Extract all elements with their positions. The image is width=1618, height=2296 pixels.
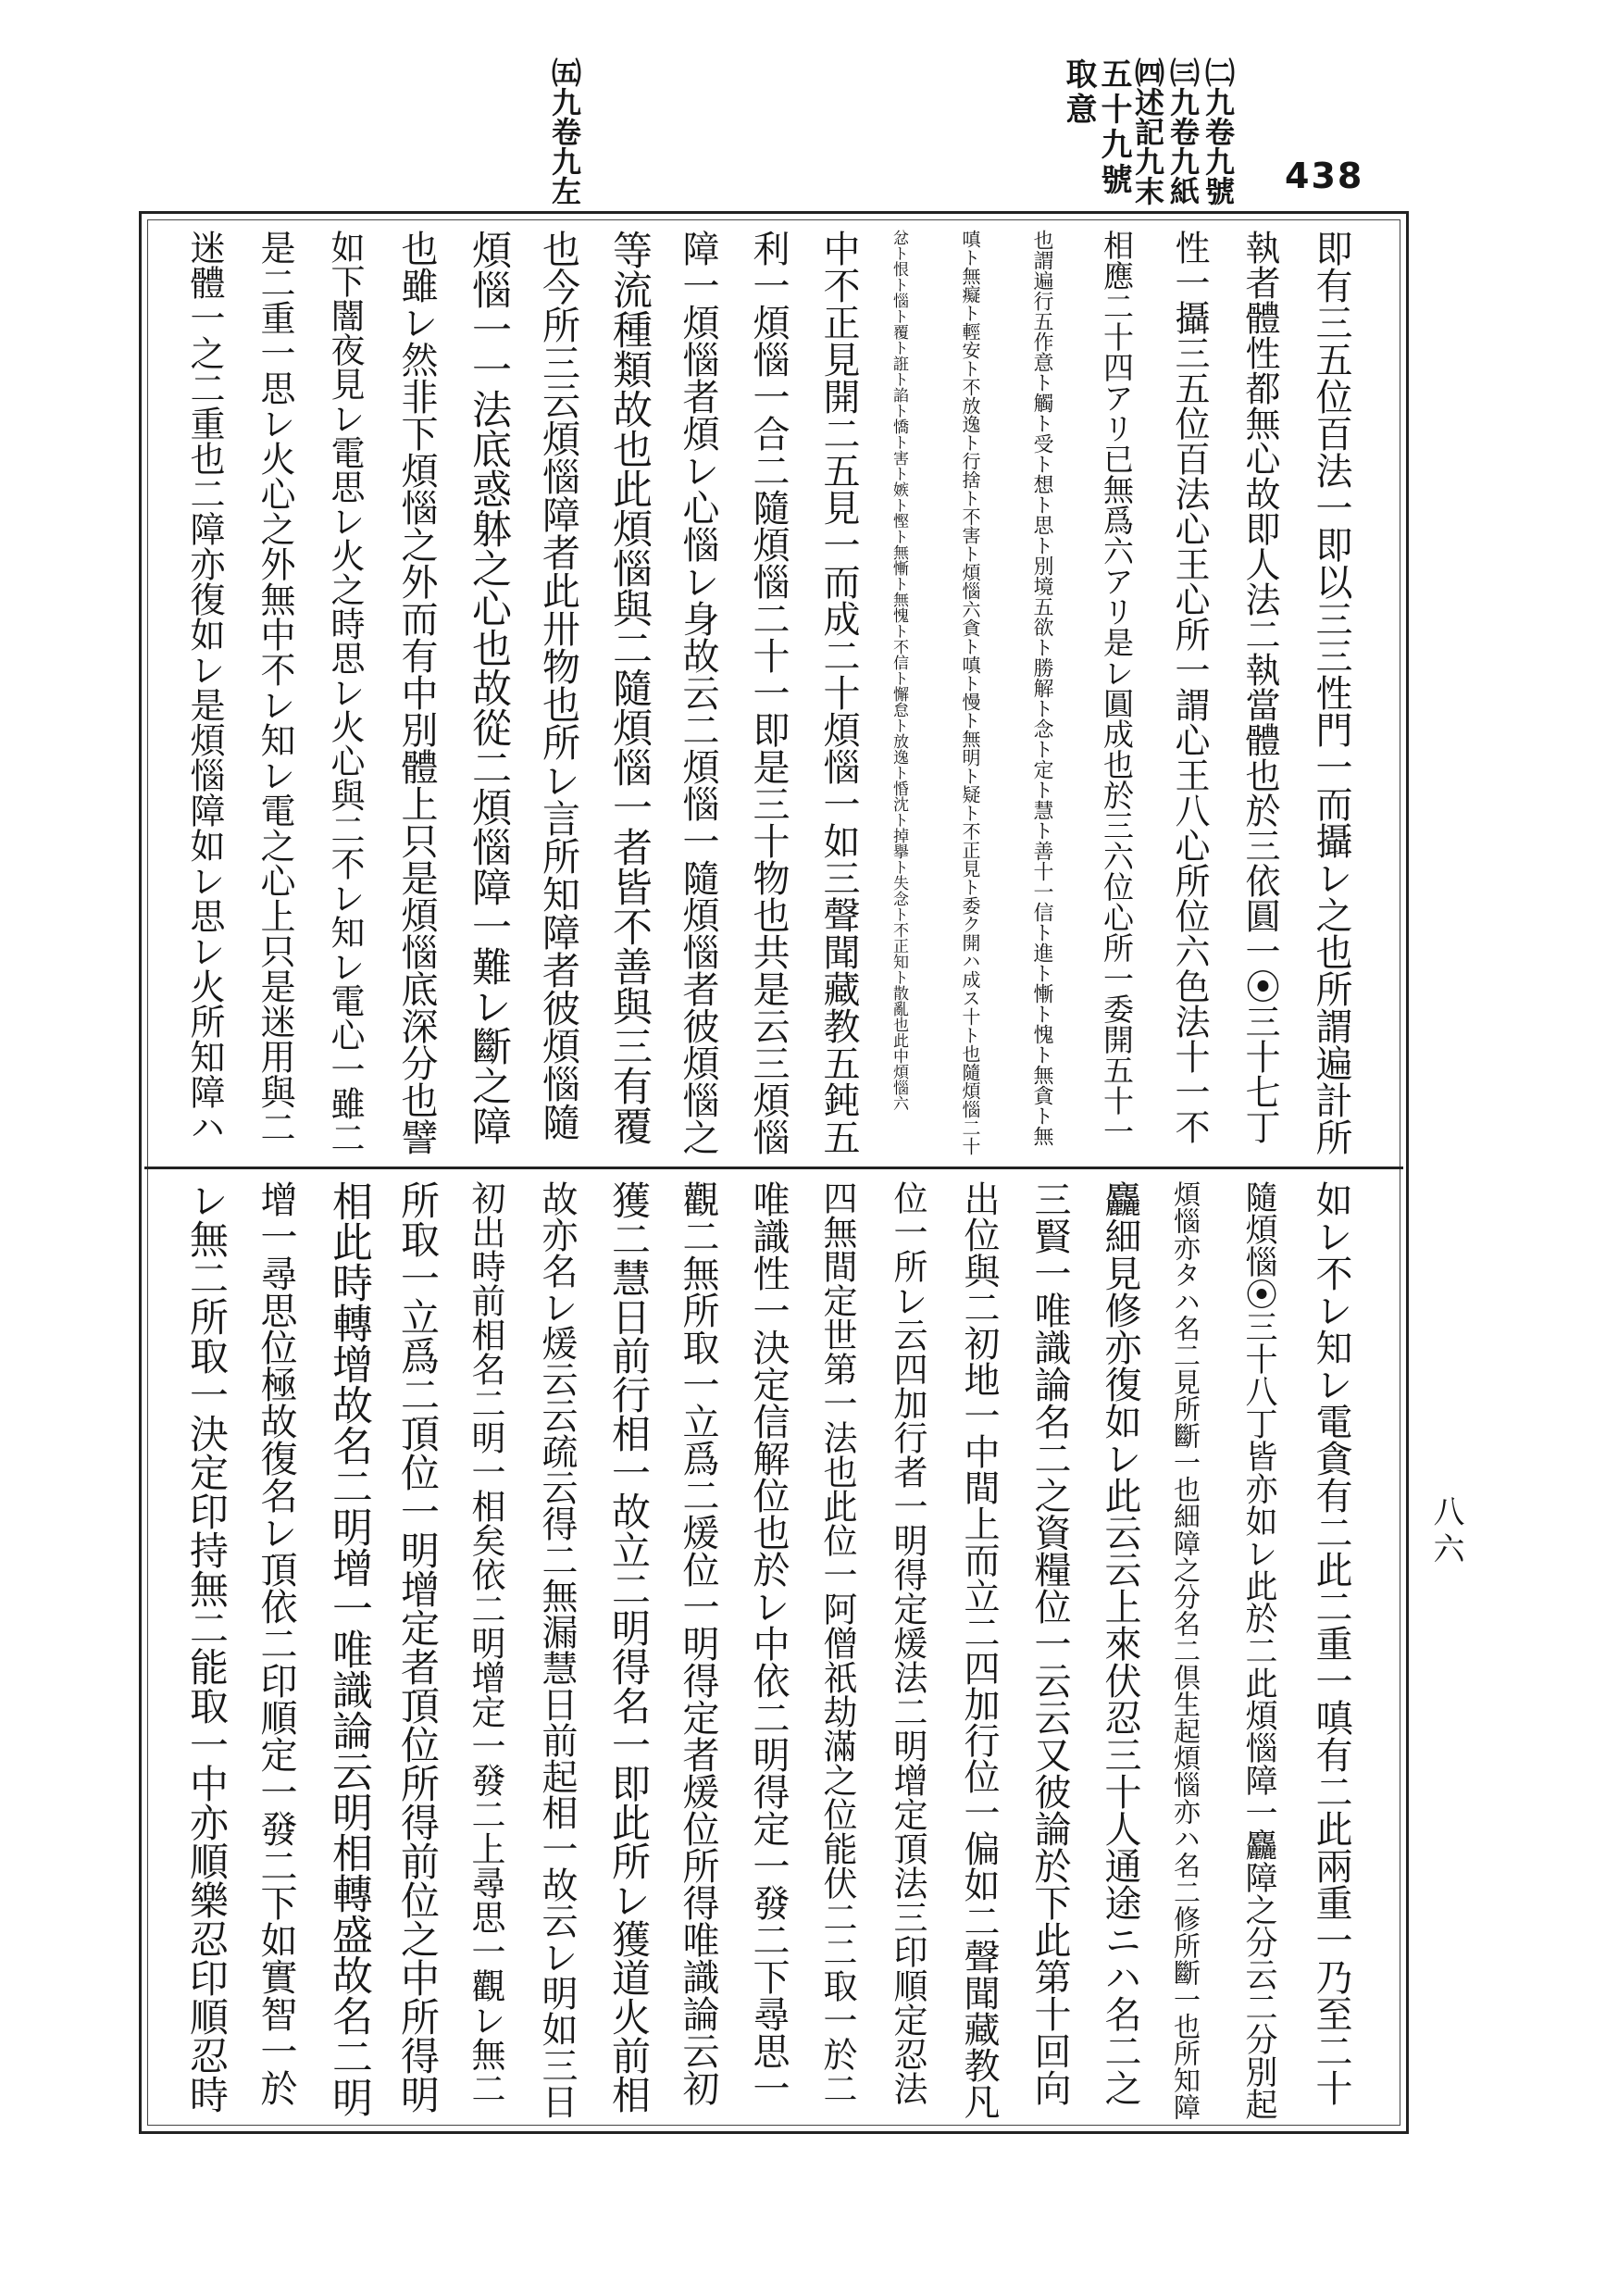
lower-column: 增一尋思位極故復名レ頂依二印順定一發二下如實智一於 [255,1180,297,2106]
section-divider [144,1167,1403,1169]
lower-column: 四無間定世第一法也此位一阿僧祇劫滿之位能伏二二取一於二 [817,1180,857,2105]
lower-column: 麤細見修亦復如レ此云云上來伏忍三十人通途ニハ名二之 [1099,1180,1141,2106]
upper-column: 煩惱一一法底惑躰之心也故從二煩惱障一難レ斷之障 [466,230,512,1145]
lower-column: 觀二無所取一立爲二煖位一明得定者煖位所得唯識論云初 [677,1180,719,2106]
side-folio: 八六 [1427,1495,1464,1569]
upper-column: 也謂遍行五作意ト觸ト受ト想ト思ト別境五欲ト勝解ト念ト定ト慧ト善十一信ト進ト慚ト愧ト無貪ト無 [1030,230,1053,1146]
lower-column: 故亦名レ煖云云疏云得二無漏慧日前起相一故云レ明如三日 [536,1180,578,2119]
lower-column: 出位與二初地一中間上而立二四加行位一偏如二聲聞藏教凡 [958,1180,1000,2119]
upper-column: 障一煩惱者煩レ心惱レ身故云二煩惱一隨煩惱者彼煩惱之 [677,230,719,1155]
upper-column: 性一攝三五位百法心王心所一謂心王八心所位六色法十一不 [1169,230,1210,1144]
upper-column: 等流種類故也此煩惱與二隨煩惱一者皆不善與三有覆 [606,230,653,1145]
lower-column: 煩惱亦タハ名二見所斷一也細障之分名二倶生起煩惱亦ハ名二修所斷一也所知障 [1170,1180,1201,2120]
header-note: 取意 [1060,57,1097,128]
upper-column: 迷體一之二重也二障亦復如レ是煩惱障如レ思レ火所知障ハ [184,230,225,1144]
lower-column: 隨煩惱⦿三十八丁皆亦如レ此於二此煩惱障一麤障之分云二分別起 [1240,1180,1277,2120]
lower-column: 初出時前相名二明一相矣依二明增定一發二上尋思一觀レ無二 [466,1180,505,2105]
lower-column: 所取一立爲二頂位一明增定者頂位所得前位之中所得明 [395,1180,441,2114]
upper-column: 是二重一思レ火心之外無中不レ知レ電之心上只是迷用與二 [255,230,295,1144]
upper-column: 也今所三云煩惱障者此卅物也所レ言所知障者彼煩惱隨 [536,230,580,1141]
lower-column: 相此時轉增故名二明增一唯識論云明相轉盛故名二明 [325,1180,372,2117]
header-note: ㈡九卷九號 [1201,57,1236,206]
lower-column: 三賢一唯識論名二之資糧位一云云又彼論於下此第十回向 [1028,1180,1071,2106]
upper-column: 執者體性都無心故即人法二執當體也於三依圓一⦿三十七丁 [1239,230,1280,1144]
upper-column: 即有三五位百法一即以三三性門一而攝レ之也所謂遍計所 [1310,230,1352,1155]
upper-column: 利一煩惱一合二隨煩惱二十一即是三十物也共是云三煩惱 [747,230,790,1155]
lower-column: 獲二慧日前行相一故立二明得名一即此所レ獲道火前相 [606,1180,652,2114]
lower-column: レ無二所取一決定印持無二能取一中亦順樂忍印順忍時 [184,1180,230,2114]
upper-column: 嗔ト無癡ト輕安ト不放逸ト行捨ト不害ト煩惱六貪ト嗔ト慢ト無明ト疑ト不正見ト委ク開ハ成ス十ト也隨煩惱二十 [959,230,981,1155]
upper-column: 如下闇夜見レ電思レ火之時思レ火心與二不レ知レ電心一雖二 [325,230,365,1154]
upper-column: 忿ト恨ト惱ト覆ト誑ト諂ト憍ト害ト嫉ト慳ト無慚ト無愧ト不信ト懈怠ト放逸ト惛沈ト掉擧ト失念ト不正知ト散亂也此中煩惱六 [890,230,908,1111]
lower-column: 位一所レ云四加行者一明得定煖法二明增定頂法三印順定忍法 [888,1180,927,2105]
lower-column: 如レ不レ知レ電貪有二此二重一嗔有二此兩重一乃至二十 [1310,1180,1352,2106]
lower-column: 唯識性一決定信解位也於レ中依二明得定一發二下尋思一 [747,1180,790,2106]
header-note: ㈢九卷九紙 [1165,57,1201,206]
header-note: 五十九號 [1095,57,1132,198]
header-note: ㈣述記九末 [1130,57,1165,206]
upper-column: 相應二十四アリ已無爲六アリ是レ圓成也於三六位心所一委開五十一 [1099,230,1135,1146]
upper-column: 也雖レ然非下煩惱之外而有中別體上只是煩惱底深分也譬 [395,230,438,1155]
upper-column: 中不正見開二五見一而成二十煩惱一如三聲聞藏教五鈍五 [817,230,860,1155]
header-note: ㈤九卷九左 [547,57,582,206]
page-number: 438 [1285,156,1364,196]
